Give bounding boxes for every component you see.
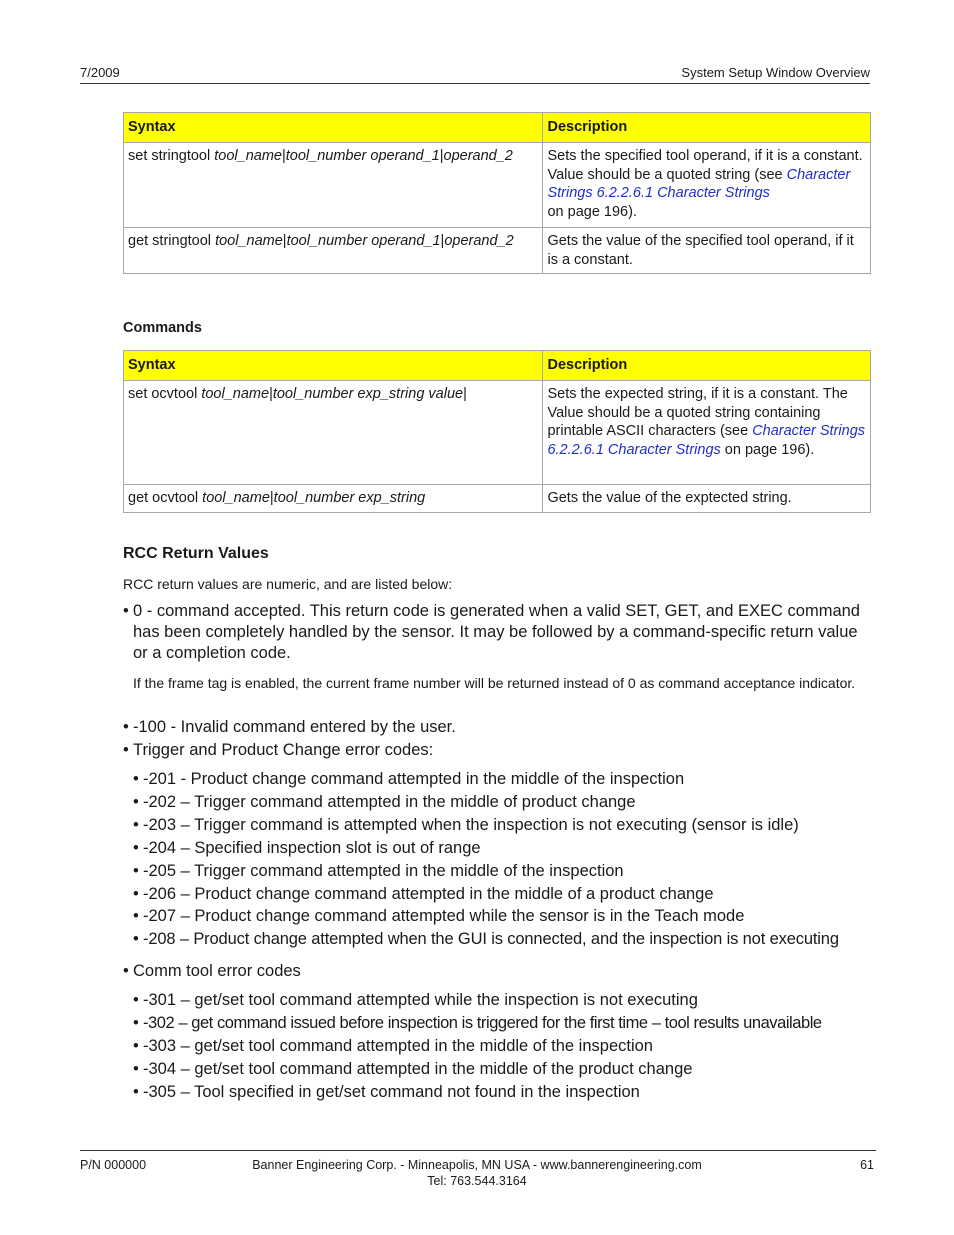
- table-row: [124, 485, 871, 513]
- syntax-column-header: Syntax: [124, 113, 543, 143]
- syntax-column-header: Syntax: [124, 351, 543, 381]
- comm-code-text: -305 – Tool specified in get/set command not found in the inspection: [143, 1083, 640, 1101]
- list-item: [133, 769, 685, 790]
- list-item: [133, 990, 698, 1011]
- table-row: [124, 381, 871, 485]
- syntax-cell: [124, 228, 543, 274]
- description-text: Sets the specified tool operand, if it is a constant. Value should be a quoted string (see: [547, 148, 863, 183]
- list-item: [133, 792, 636, 813]
- bullet: •: [123, 741, 129, 759]
- command-arg: tool_number exp_string: [273, 490, 426, 506]
- trigger-code-text: -203 – Trigger command is attempted when the inspection is not executing (sensor is idle): [143, 816, 799, 834]
- list-item-continuation: [133, 643, 291, 664]
- trigger-code-text: -206 – Product change command attempted in the middle of a product change: [143, 885, 714, 903]
- rcc-code-0-text: 0 - command accepted. This return code is generated when a valid SET, GET, and EXEC command: [133, 602, 860, 620]
- description-column-header: Description: [543, 113, 871, 143]
- description-cell: [543, 143, 871, 228]
- rcc-return-values-heading: RCC Return Values: [123, 545, 269, 562]
- header-section-title: System Setup Window Overview: [681, 65, 870, 80]
- comm-code-text: -302 – get command issued before inspection is triggered for the first time – tool results unavailable: [143, 1014, 822, 1032]
- syntax-cell: [124, 381, 543, 485]
- command-separator: |: [440, 233, 445, 249]
- ocvtool-syntax-table: [123, 350, 871, 513]
- trigger-code-text: -202 – Trigger command attempted in the middle of product change: [143, 793, 636, 811]
- bullet: •: [133, 907, 139, 925]
- command-keyword: set ocvtool: [128, 386, 202, 402]
- bullet: •: [133, 839, 139, 857]
- description-cell: Gets the value of the exptected string.: [543, 485, 871, 513]
- list-item: [123, 961, 301, 982]
- footer-part-number: P/N 000000: [80, 1158, 147, 1172]
- bullet: •: [133, 862, 139, 880]
- list-item: [133, 1013, 822, 1034]
- commands-heading: Commands: [123, 320, 202, 336]
- command-arg: operand_2: [443, 148, 513, 164]
- list-item: [133, 884, 714, 905]
- trigger-code-text: -201 - Product change command attempted in the middle of the inspection: [143, 770, 685, 788]
- comm-code-text: -304 – get/set tool command attempted in the middle of the product change: [143, 1060, 693, 1078]
- command-separator: |: [269, 490, 274, 506]
- syntax-cell: [124, 143, 543, 228]
- command-separator: |: [282, 233, 287, 249]
- description-cell: [543, 381, 871, 485]
- bullet: •: [123, 718, 129, 736]
- list-item: [133, 861, 624, 882]
- bullet: •: [133, 770, 139, 788]
- command-separator: |: [281, 148, 286, 164]
- header-divider: [80, 83, 870, 84]
- list-item: [133, 906, 745, 927]
- description-page-ref: on page 196).: [547, 203, 637, 220]
- trigger-code-text: -207 – Product change command attempted while the sensor is in the Teach mode: [143, 907, 745, 925]
- header-date: 7/2009: [80, 65, 120, 80]
- command-keyword: get stringtool: [128, 233, 216, 249]
- comm-code-text: -301 – get/set tool command attempted while the inspection is not executing: [143, 991, 698, 1009]
- command-arg: operand_2: [444, 233, 514, 249]
- list-item: [123, 717, 456, 738]
- description-page-ref: on page 196).: [720, 441, 815, 458]
- list-item: [133, 1036, 653, 1057]
- stringtool-syntax-table: [123, 112, 871, 274]
- bullet: •: [133, 930, 139, 948]
- table-row: [124, 228, 871, 274]
- command-arg: tool_number exp_string value: [272, 386, 464, 402]
- command-arg: tool_name: [215, 233, 283, 249]
- bullet: •: [123, 962, 129, 980]
- rcc-code-0-text: has been completely handled by the sensor. It may be followed by a command-specific return value: [133, 623, 858, 641]
- footer-page-number: 61: [860, 1158, 874, 1172]
- command-keyword: set stringtool: [128, 148, 215, 164]
- table-header-row: [124, 351, 871, 381]
- comm-codes-heading: Comm tool error codes: [133, 962, 301, 980]
- command-arg: tool_name: [201, 386, 270, 402]
- bullet: •: [133, 885, 139, 903]
- table-header-row: [124, 113, 871, 143]
- command-arg: tool_name: [202, 490, 270, 506]
- footer-company-info: [0, 1158, 954, 1189]
- list-item: [133, 929, 839, 950]
- description-cell: Gets the value of the specified tool operand, if it is a constant.: [543, 228, 871, 274]
- command-separator: |: [439, 148, 444, 164]
- trigger-code-text: -204 – Specified inspection slot is out of range: [143, 839, 481, 857]
- rcc-code-100-text: -100 - Invalid command entered by the user.: [133, 718, 456, 736]
- command-separator: |: [269, 386, 273, 402]
- command-separator: |: [463, 386, 467, 402]
- footer-company-line: Banner Engineering Corp. - Minneapolis, MN USA - www.bannerengineering.com: [252, 1158, 702, 1172]
- list-item: [133, 1059, 693, 1080]
- bullet: •: [133, 1014, 139, 1032]
- list-item: [133, 815, 799, 836]
- command-arg: tool_number operand_1: [286, 233, 441, 249]
- list-item-continuation: [133, 622, 858, 643]
- rcc-intro-text: RCC return values are numeric, and are listed below:: [123, 576, 453, 592]
- trigger-codes-heading: Trigger and Product Change error codes:: [133, 741, 434, 759]
- bullet: •: [133, 991, 139, 1009]
- character-strings-link[interactable]: Character Strings 6.2.2.6.1 Character Strings: [547, 423, 866, 458]
- bullet: •: [123, 602, 129, 620]
- comm-code-text: -303 – get/set tool command attempted in the middle of the inspection: [143, 1037, 653, 1055]
- table-row: [124, 143, 871, 228]
- command-arg: tool_name: [214, 148, 282, 164]
- list-item: [123, 601, 860, 622]
- syntax-cell: [124, 485, 543, 513]
- description-text: Sets the expected string, if it is a constant. The Value should be a quoted string containing printable ASCII characters (see: [547, 386, 848, 439]
- bullet: •: [133, 1060, 139, 1078]
- character-strings-link[interactable]: Character Strings 6.2.2.6.1 Character Strings: [547, 166, 851, 201]
- bullet: •: [133, 1083, 139, 1101]
- trigger-code-text: -205 – Trigger command attempted in the middle of the inspection: [143, 862, 624, 880]
- command-arg: tool_number operand_1: [285, 148, 440, 164]
- command-keyword: get ocvtool: [128, 490, 203, 506]
- list-item: [123, 740, 434, 761]
- trigger-code-text: -208 – Product change attempted when the GUI is connected, and the inspection is not executing: [143, 930, 839, 948]
- rcc-code-0-text: or a completion code.: [133, 644, 291, 662]
- list-item: [133, 838, 481, 859]
- footer-divider: [80, 1150, 876, 1151]
- list-item: [133, 1082, 640, 1103]
- footer-tel-line: Tel: 763.544.3164: [427, 1173, 527, 1188]
- frame-tag-note: If the frame tag is enabled, the current frame number will be returned instead of 0 as command acceptance indicator.: [133, 675, 856, 691]
- description-column-header: Description: [543, 351, 871, 381]
- bullet: •: [133, 816, 139, 834]
- bullet: •: [133, 1037, 139, 1055]
- bullet: •: [133, 793, 139, 811]
